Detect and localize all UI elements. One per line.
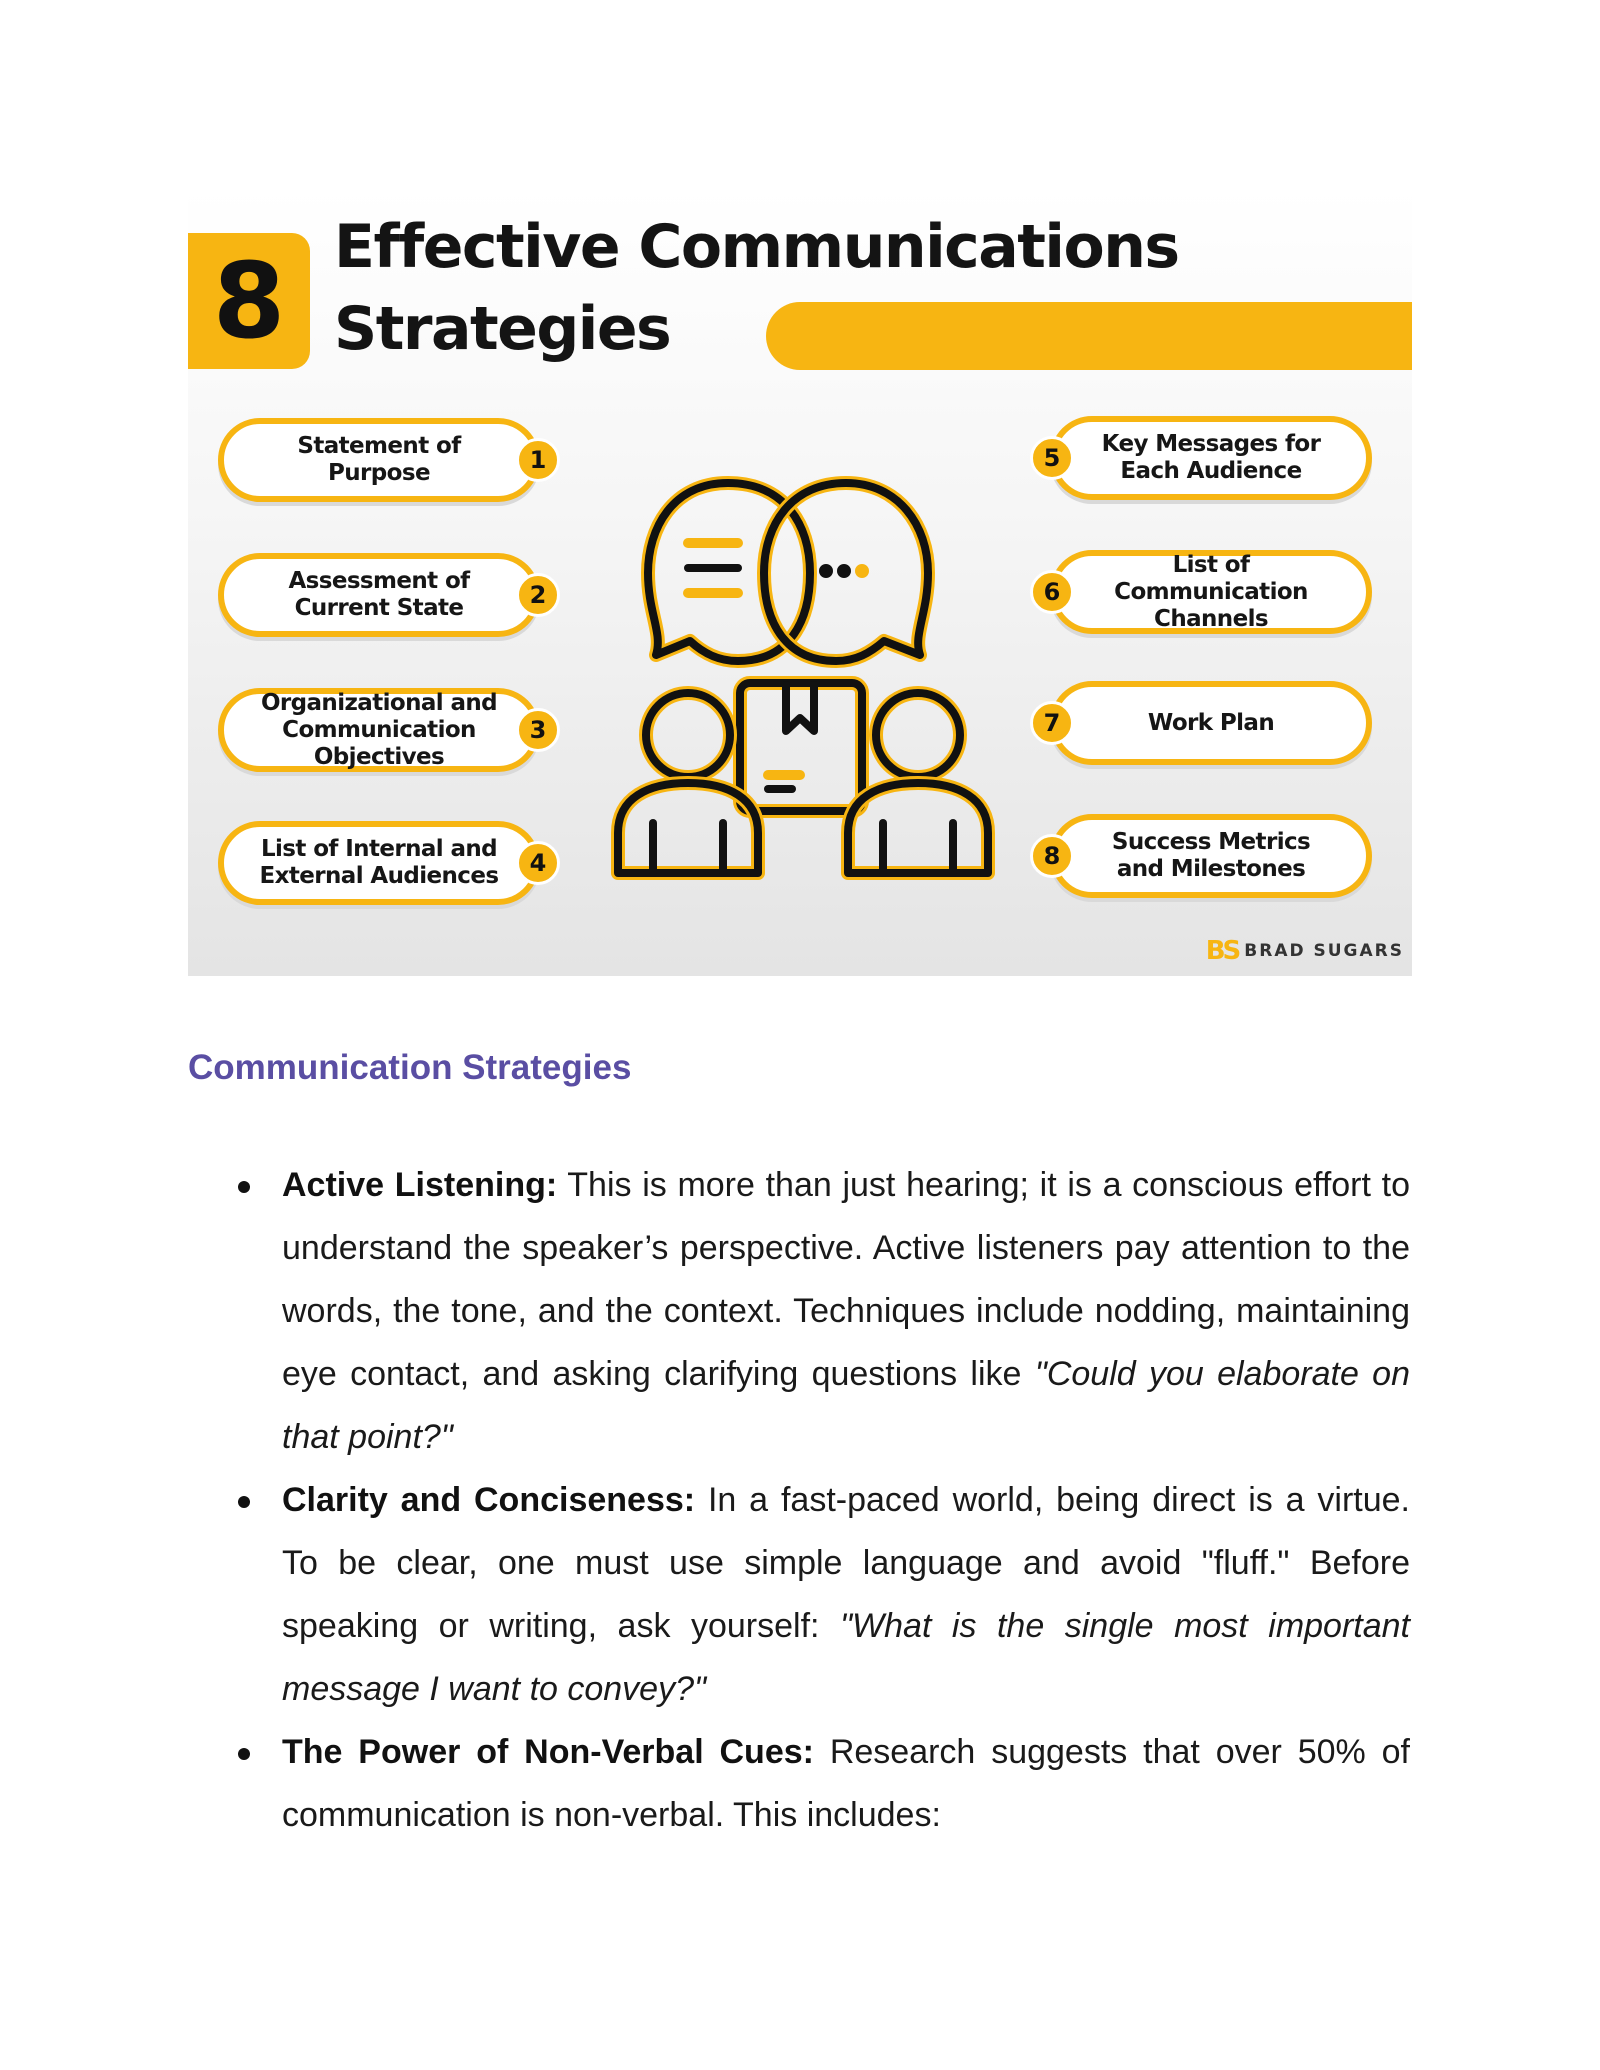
bullet-text: Research suggests that over 50% of communication is non-verbal. This includes:: [282, 1733, 1410, 1834]
bullet-quote: "Could you elaborate on that point?": [282, 1355, 1410, 1456]
bullet-title: Active Listening:: [282, 1166, 558, 1204]
strategy-pill-6: [1043, 550, 1372, 634]
two-people-conversation-icon: [578, 463, 1028, 893]
bullet-text: In a fast-paced world, being direct is a virtue. To be clear, one must use simple language and avoid "fluff." Before speaking or writing, ask yourself:: [282, 1481, 1410, 1645]
strategy-pill-5: [1043, 416, 1372, 500]
strategy-number: 2: [516, 573, 560, 617]
strategy-number: 3: [516, 708, 560, 752]
bullet-marker: [238, 1748, 250, 1760]
bullet-title: The Power of Non-Verbal Cues:: [282, 1733, 814, 1771]
strategy-pill-8: [1043, 814, 1372, 898]
infographic-number-badge: 8: [188, 233, 310, 369]
infographic-title-line1: Effective Communications: [334, 212, 1179, 282]
strategy-bullet-list: [188, 1154, 1438, 1847]
strategy-number: 4: [516, 841, 560, 885]
strategy-pill-2: [218, 553, 547, 637]
bullet-marker: [238, 1181, 250, 1193]
infographic: [188, 188, 1412, 976]
bullet-quote: "What is the single most important message I want to convey?": [282, 1607, 1410, 1708]
infographic-title-line2: Strategies: [334, 294, 671, 364]
strategy-number: 6: [1030, 570, 1074, 614]
bullet-marker: [238, 1496, 250, 1508]
strategy-label: List of Communication Channels: [1114, 551, 1308, 632]
strategy-label: Organizational and Communication Objectives: [260, 689, 498, 770]
strategy-label: Success Metrics and Milestones: [1111, 829, 1311, 882]
strategy-pill-1: [218, 418, 547, 502]
strategy-pill-7: [1043, 681, 1372, 765]
strategy-label: Work Plan: [1147, 709, 1275, 736]
strategy-pill-4: [218, 821, 547, 905]
strategy-number: 7: [1030, 701, 1074, 745]
strategy-number: 5: [1030, 436, 1074, 480]
strategy-label: Assessment of Current State: [288, 568, 470, 621]
strategy-label: Statement of Purpose: [297, 433, 461, 486]
brand-name: BRAD SUGARS: [1244, 941, 1404, 961]
brand-mark-icon: BS: [1205, 936, 1239, 966]
strategy-number: 8: [1030, 834, 1074, 878]
strategy-pill-3: [218, 688, 547, 772]
list-item: [188, 1469, 1410, 1721]
title-accent-bar: [766, 302, 1412, 370]
section-heading: Communication Strategies: [188, 1048, 632, 1087]
list-item: [188, 1721, 1410, 1847]
list-item: [188, 1154, 1410, 1469]
strategy-number: 1: [516, 438, 560, 482]
brand-logo: [1206, 936, 1404, 966]
strategy-label: List of Internal and External Audiences: [259, 836, 499, 889]
bullet-text: This is more than just hearing; it is a conscious effort to understand the speaker’s perspective. Active listeners pay attention to the words, the tone, and the context. Techniques include nodding, maintaining eye contact, and asking clarifying questions like: [282, 1166, 1410, 1393]
bullet-title: Clarity and Conciseness:: [282, 1481, 696, 1519]
strategy-label: Key Messages for Each Audience: [1101, 431, 1321, 484]
